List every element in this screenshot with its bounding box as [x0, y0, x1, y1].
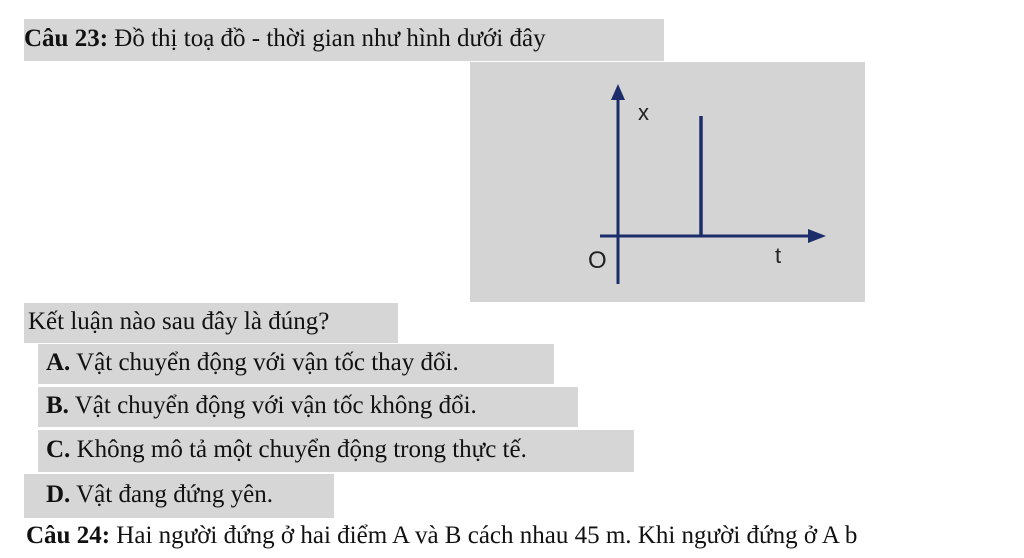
question-prompt: Kết luận nào sau đây là đúng? — [28, 308, 330, 335]
y-axis-arrow — [611, 84, 625, 100]
question-24-text: Hai người đứng ở hai điểm A và B cách nhau 45 m. Khi người đứng ở A b — [110, 522, 858, 549]
option-a-label: A. — [46, 349, 71, 376]
question-23 — [24, 22, 546, 56]
position-time-graph — [470, 62, 865, 302]
question-24-label: Câu 24: — [26, 522, 111, 549]
graph-svg — [470, 62, 865, 302]
x-axis-arrow — [808, 229, 826, 243]
option-c — [46, 433, 527, 467]
option-d-text: Vật đang đứng yên. — [70, 481, 273, 508]
option-b-text: Vật chuyển động với vận tốc không đổi. — [68, 392, 477, 419]
option-a — [46, 346, 459, 380]
question-24 — [26, 519, 857, 553]
option-b-label: B. — [46, 392, 69, 419]
option-d-label: D. — [46, 481, 71, 508]
origin-label: O — [588, 247, 607, 274]
option-b — [46, 389, 477, 423]
question-23-label: Câu 23: — [24, 25, 109, 52]
option-c-label: C. — [46, 436, 71, 463]
option-d — [46, 478, 273, 512]
y-axis-label: x — [638, 100, 649, 125]
question-23-text: Đồ thị toạ đồ - thời gian như hình dưới đây — [108, 25, 546, 52]
option-c-text: Không mô tả một chuyển động trong thực tế. — [70, 436, 527, 463]
x-axis-label: t — [775, 243, 782, 268]
option-a-text: Vật chuyển động với vận tốc thay đổi. — [70, 349, 459, 376]
